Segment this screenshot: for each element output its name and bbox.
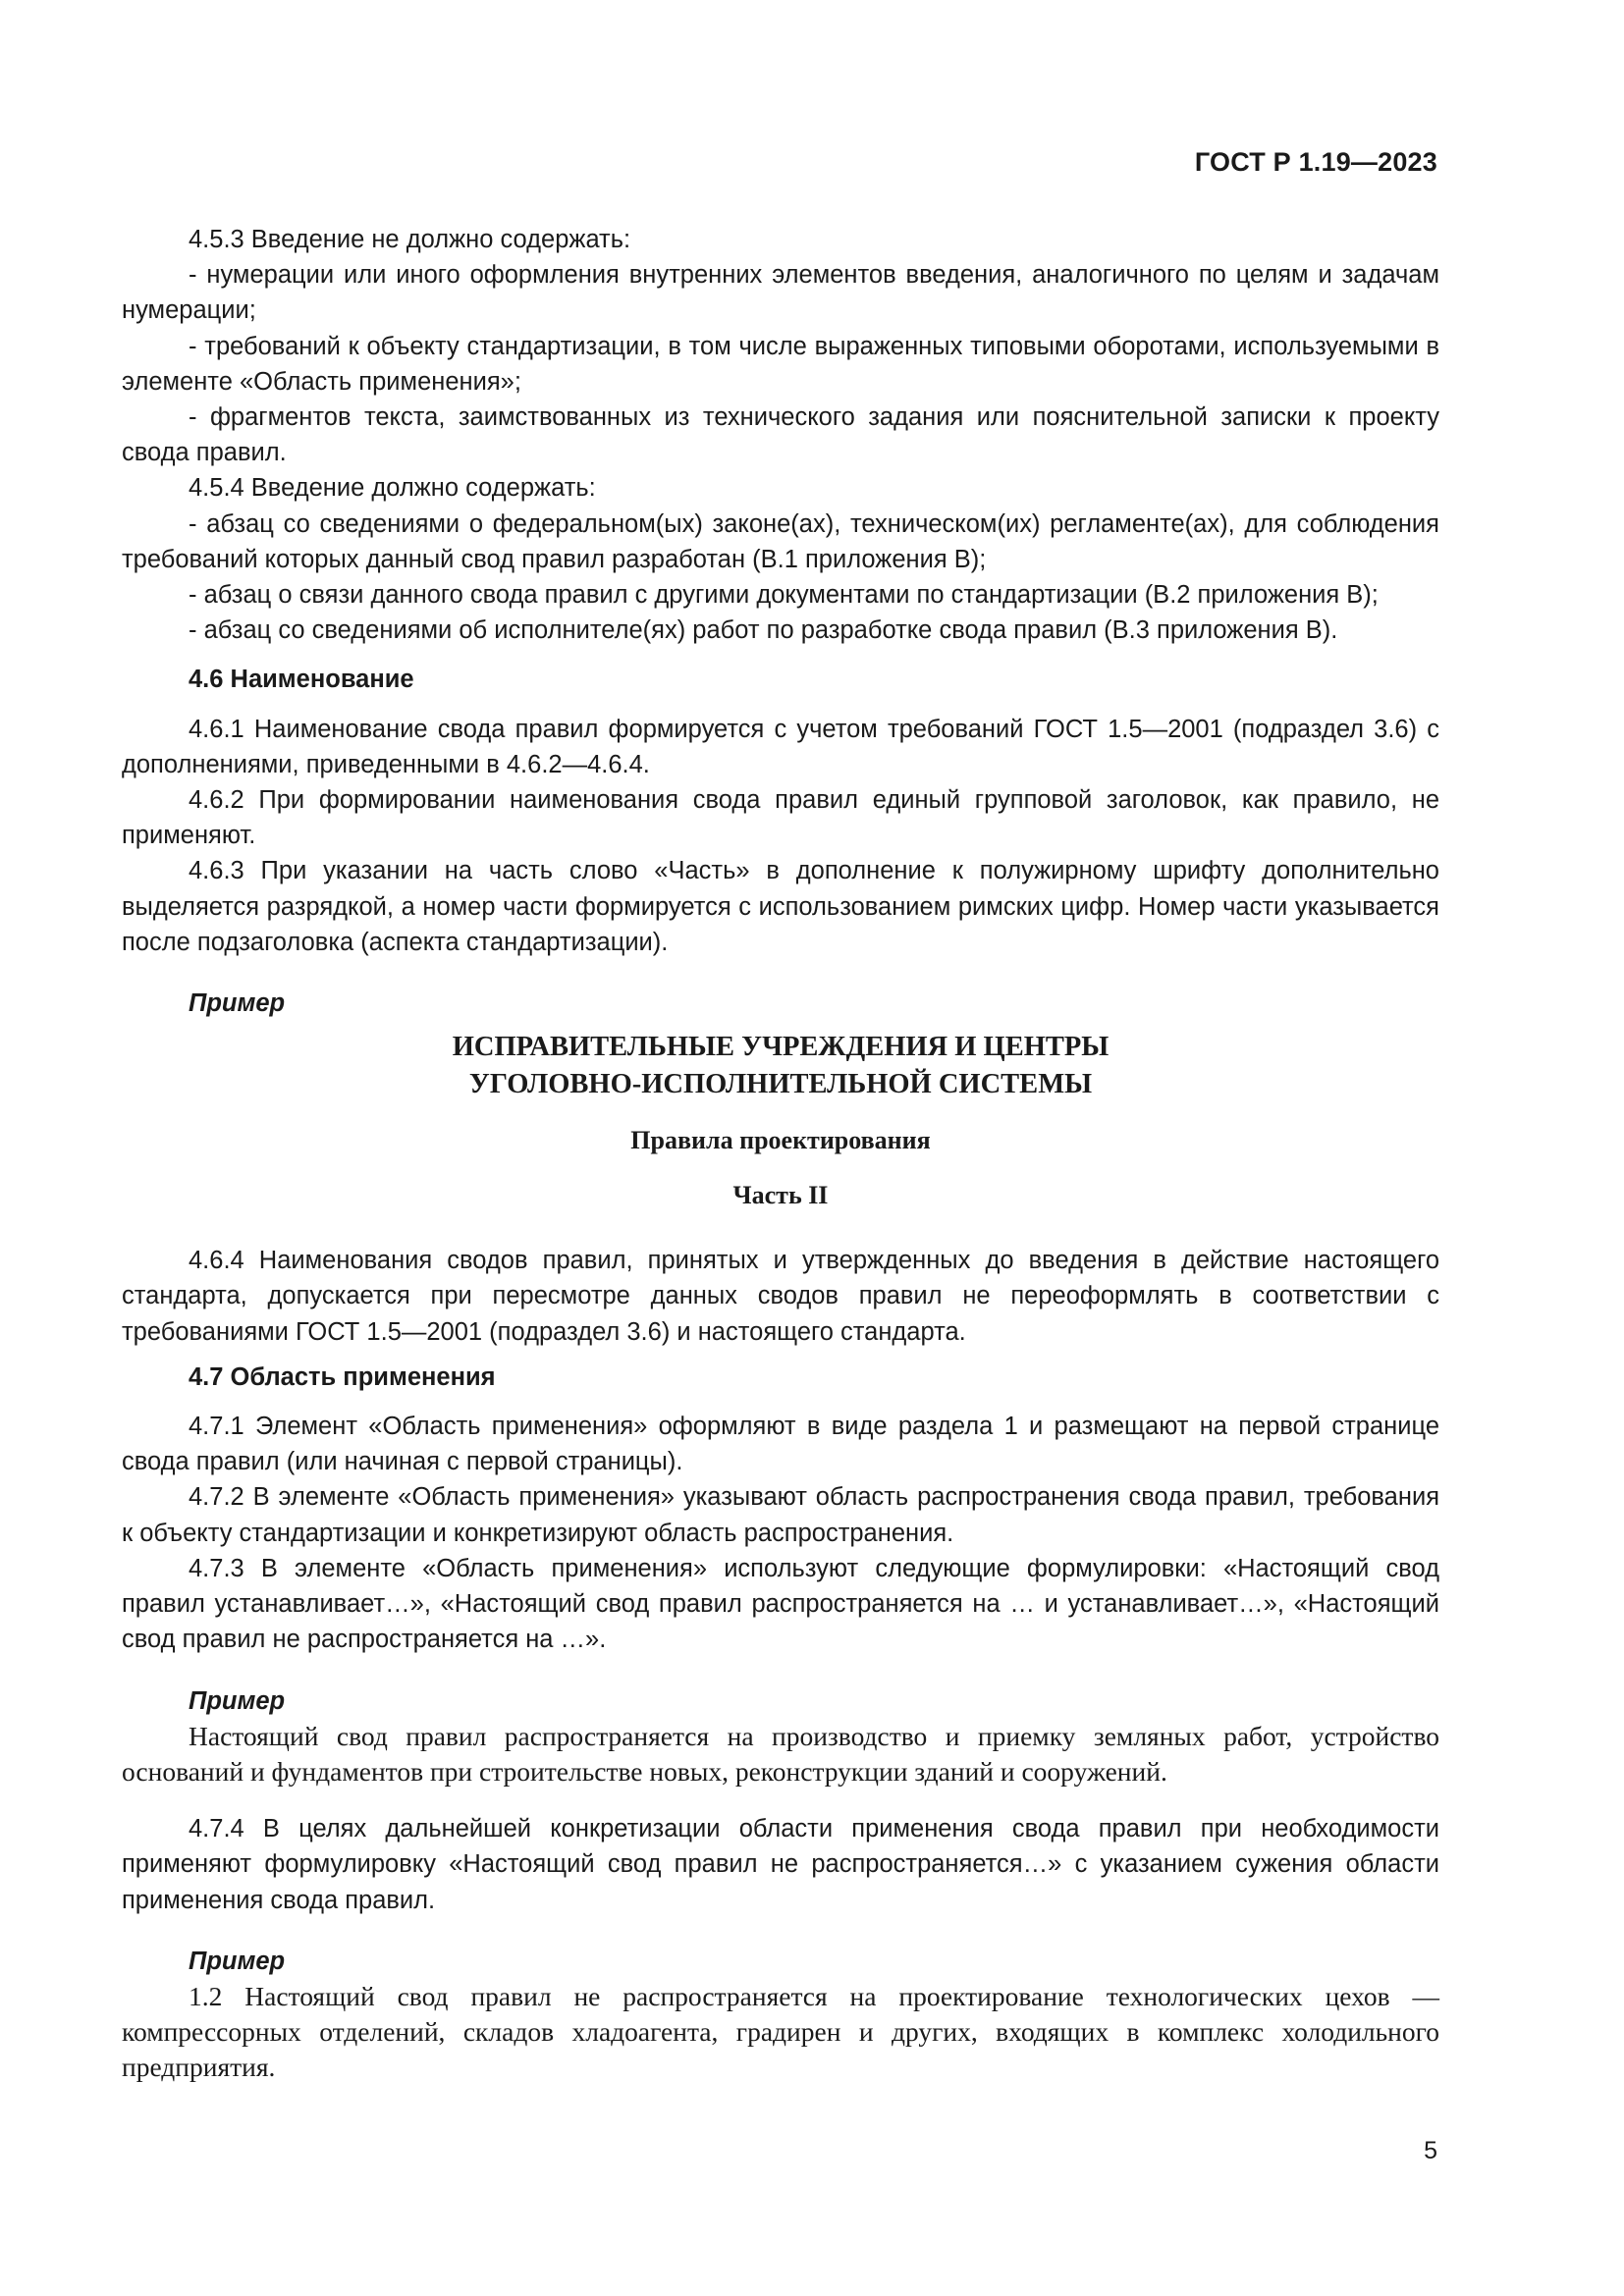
section-4-6-heading: 4.6 Наименование [189,666,414,694]
example-text: Настоящий свод правил распространяется на производство и приемку земляных работ, устройство оснований и фундаментов при строительстве новых, реконструкции зданий и сооружений. [122,1720,1439,1787]
section-4-7-heading: 4.7 Область применения [189,1362,496,1391]
page-number: 5 [1424,2137,1437,2164]
example-title [122,1029,1439,1103]
clause-4-6-4: 4.6.4 Наименования сводов правил, принятых и утвержденных до введения в действие настоящего стандарта, допускается при пересмотре данных сводов правил не переоформлять в соответствии с требованиями ГОСТ 1.5—2001 (подраздел 3.6) и настоящего стандарта. [122,1247,1439,1346]
clause-4-5-4-item-3: - абзац со сведениями об исполнителе(ях) работ по разработке свода правил (В.3 приложения В). [189,616,1338,645]
example-title-line-1: ИСПРАВИТЕЛЬНЫЕ УЧРЕЖДЕНИЯ И ЦЕНТРЫ [452,1032,1110,1063]
example-part: Часть II [732,1181,829,1210]
clause-4-7-4: 4.7.4 В целях дальнейшей конкретизации области применения свода правил при необходимости применяют формулировку «Настоящий свод правил не распространяется…» с указанием сужения области применения свода правил. [122,1815,1439,1914]
page-content [122,222,1439,2086]
example-title-line-2: УГОЛОВНО-ИСПОЛНИТЕЛЬНОЙ СИСТЕМЫ [468,1069,1093,1100]
clause-4-5-4-item-1: - абзац со сведениями о федеральном(ых) законе(ах), техническом(их) регламенте(ах), для соблюдения требований которых данный свод правил разработан (В.1 приложения В); [122,509,1439,573]
clause-4-5-3-title: 4.5.3 Введение не должно содержать: [189,226,631,253]
example-label: Пример [189,989,286,1018]
example-subtitle: Правила проектирования [630,1126,931,1155]
example-label: Пример [189,1686,286,1715]
clause-4-6-2: 4.6.2 При формировании наименования свода правил единый групповой заголовок, как правило, не применяют. [122,786,1439,850]
clause-4-5-4-item-2: - абзац о связи данного свода правил с другими документами по стандартизации (В.2 приложения В); [189,581,1379,610]
clause-4-5-3-item-1: - нумерации или иного оформления внутренних элементов введения, аналогичного по целям и задачам нумерации; [122,261,1439,325]
example-text: 1.2 Настоящий свод правил не распространяется на проектирование технологических цехов — компрессорных отделений, складов хладоагента, градирен и других, входящих в комплекс холодильного предприятия. [122,1980,1439,2083]
clause-4-7-1: 4.7.1 Элемент «Область применения» оформляют в виде раздела 1 и размещают на первой странице свода правил (или начиная с первой страницы). [122,1413,1439,1476]
clause-4-6-1: 4.6.1 Наименование свода правил формируется с учетом требований ГОСТ 1.5—2001 (подраздел 3.6) с дополнениями, приведенными в 4.6.2—4.6.4. [122,715,1439,778]
clause-4-5-3-item-3: - фрагментов текста, заимствованных из технического задания или пояснительной записки к проекту свода правил. [122,403,1439,467]
clause-4-5-4-title: 4.5.4 Введение должно содержать: [189,474,596,503]
document-code-header: ГОСТ Р 1.19—2023 [1194,147,1437,177]
clause-4-7-3: 4.7.3 В элементе «Область применения» используют следующие формулировки: «Настоящий свод правил устанавливает…», «Настоящий свод правил распространяется на … и устанавливает…», «Настоящий свод правил не распространяется на …». [122,1554,1439,1654]
clause-4-5-3-item-2: - требований к объекту стандартизации, в том числе выраженных типовыми оборотами, используемыми в элементе «Область применения»; [122,332,1439,396]
clause-4-6-3: 4.6.3 При указании на часть слово «Часть» в дополнение к полужирному шрифту дополнительно выделяется разрядкой, а номер части формируется с использованием римских цифр. Номер части указывается после подзаголовка (аспекта стандартизации). [122,857,1439,956]
clause-4-7-2: 4.7.2 В элементе «Область применения» указывают область распространения свода правил, требования к объекту стандартизации и конкретизируют область распространения. [122,1483,1439,1547]
example-label: Пример [189,1947,286,1975]
